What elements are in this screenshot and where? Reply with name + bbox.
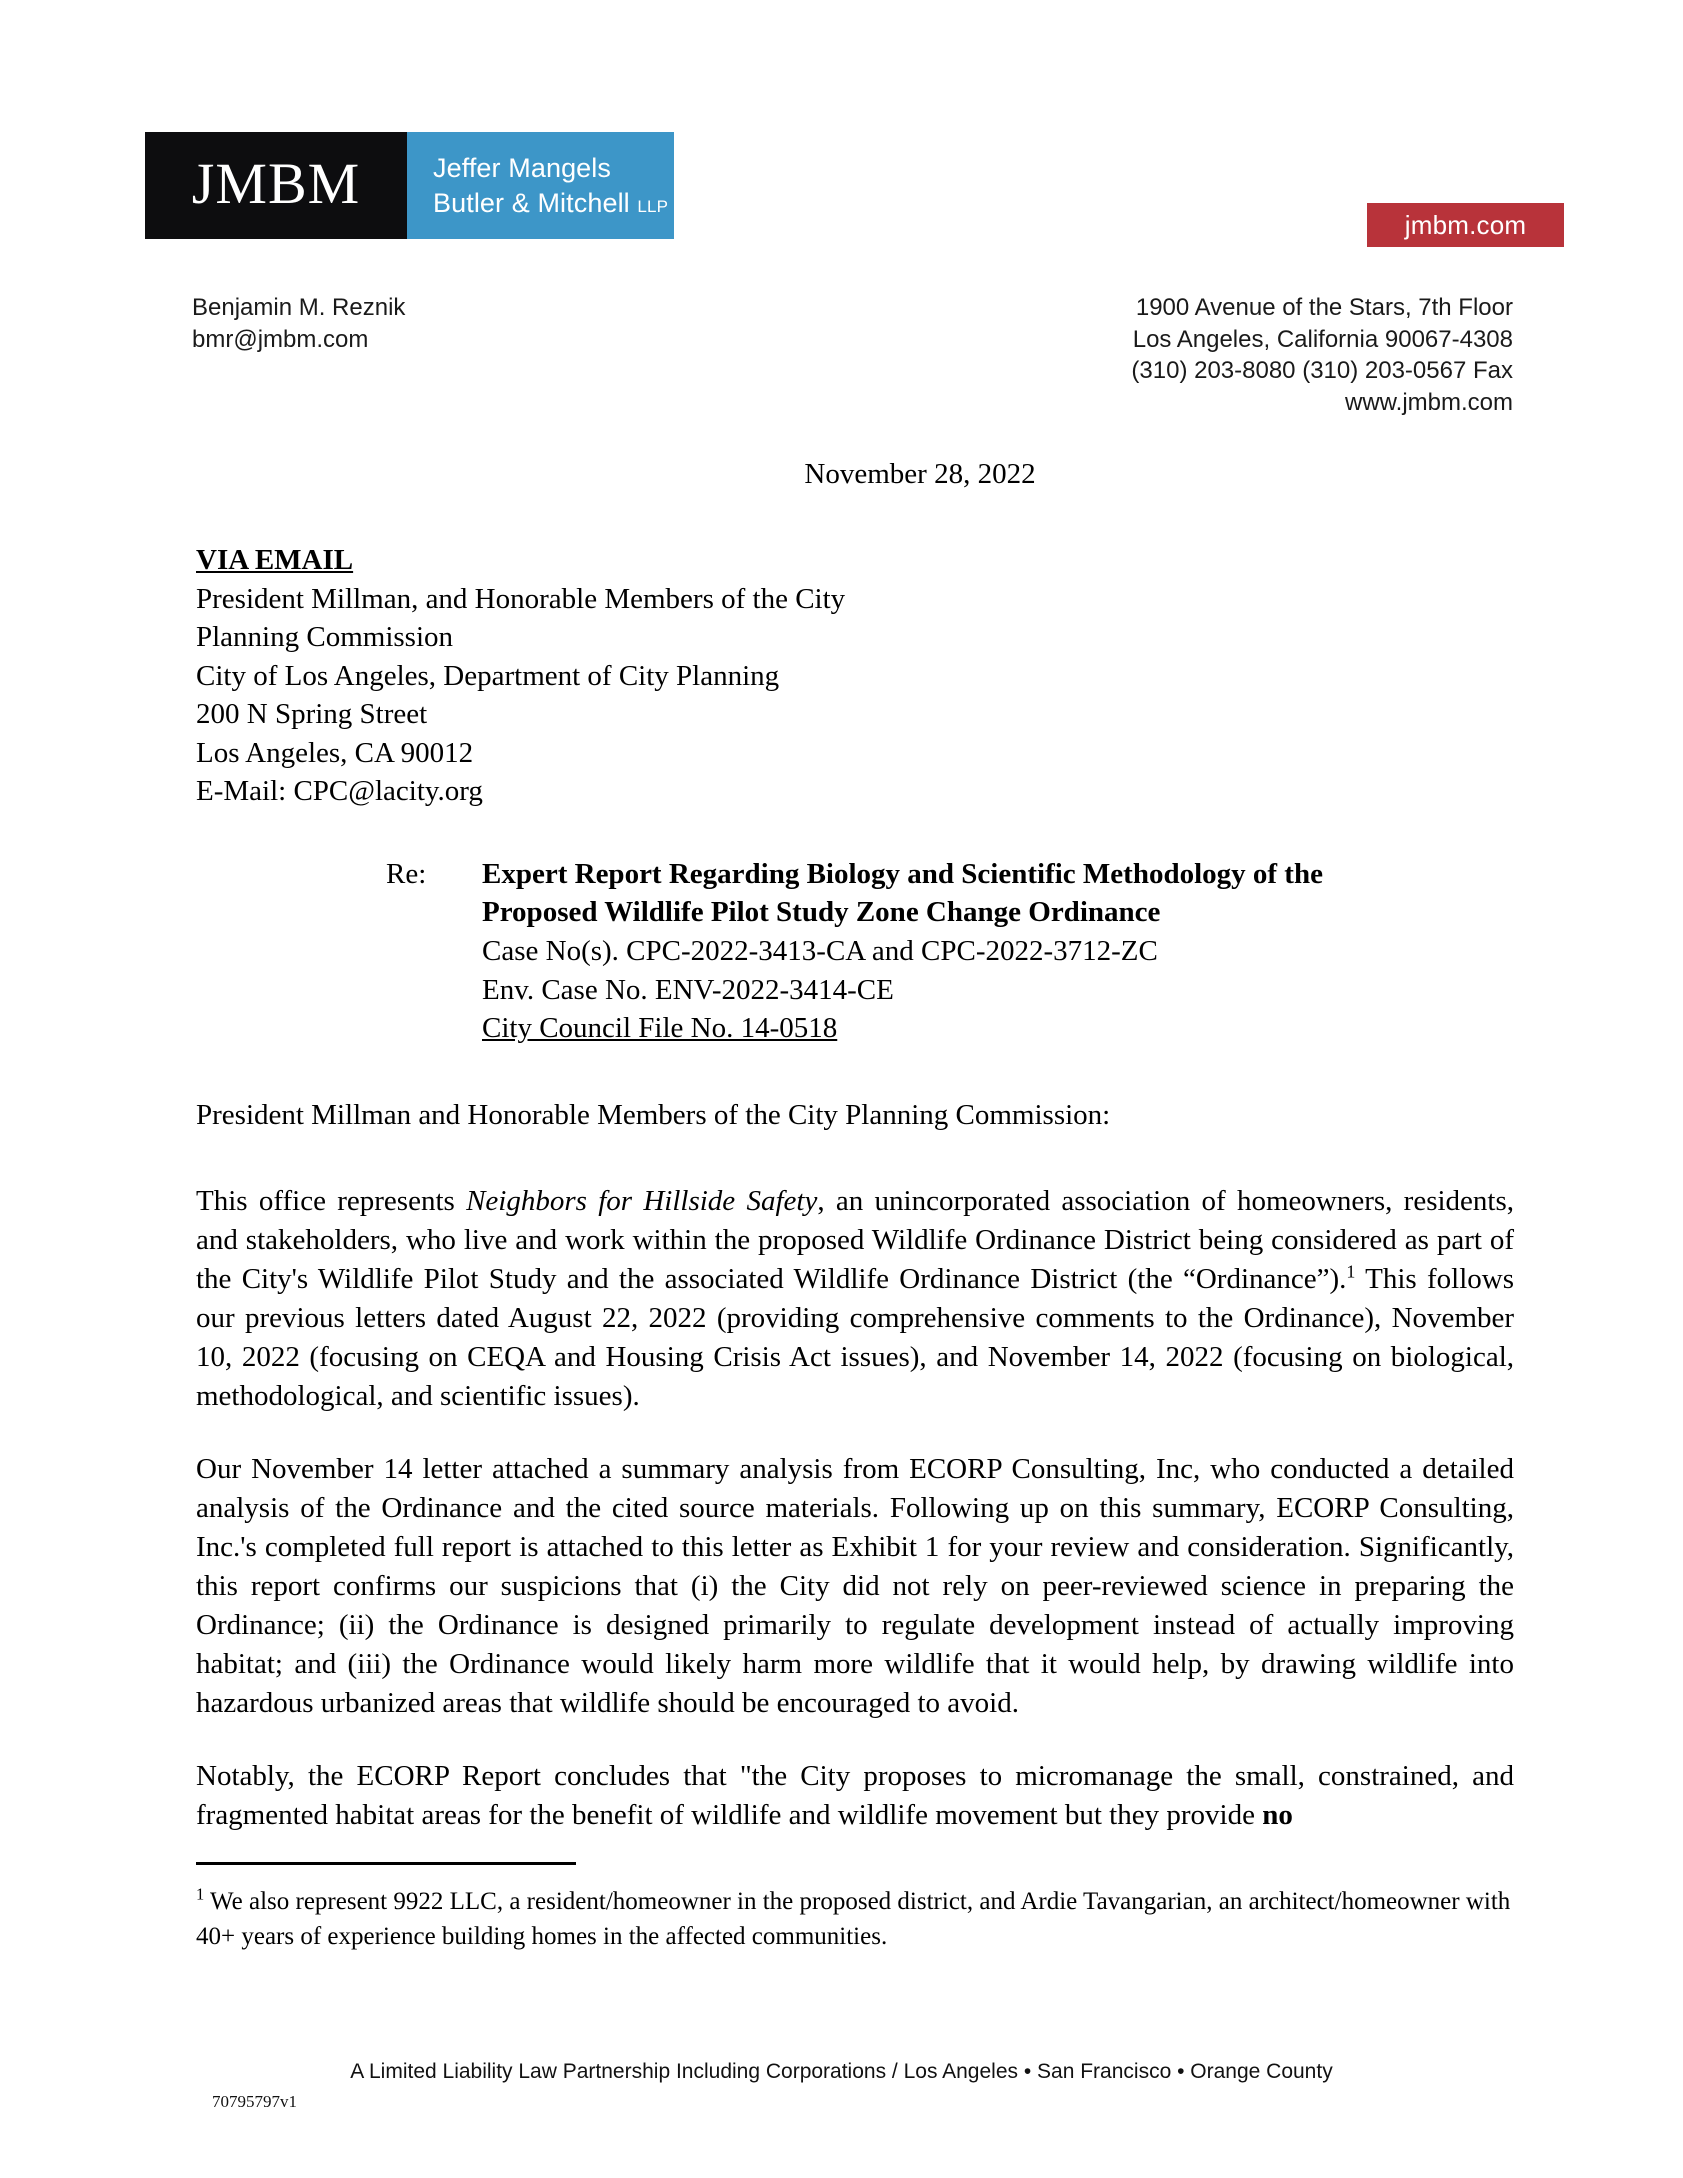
addressee-line-3: City of Los Angeles, Department of City Planning: [196, 659, 780, 692]
re-subject-line-2: Proposed Wildlife Pilot Study Zone Change Ordinance: [482, 896, 1161, 929]
addressee-line-5: Los Angeles, CA 90012: [196, 736, 474, 769]
partnership-disclosure-line: A Limited Liability Law Partnership Including Corporations / Los Angeles • San Francisco • Orange County: [350, 2060, 1333, 2083]
footnote-1: [196, 1885, 1514, 1954]
firm-name-line-1: Jeffer Mangels: [433, 152, 611, 183]
addressee-line-4: 200 N Spring Street: [196, 698, 428, 731]
footnote-section: [196, 1862, 1514, 1954]
re-case-numbers: Case No(s). CPC-2022-3413-CA and CPC-2022-3712-ZC: [482, 935, 1158, 968]
office-address-city: Los Angeles, California 90067-4308: [1132, 325, 1513, 353]
para3-segment-a: Notably, the ECORP Report concludes that "the City proposes to micromanage the small, constrained, and fragmented habitat areas for the benefit of wildlife and wildlife movement but they provide: [196, 1759, 1514, 1831]
sender-name: Benjamin M. Reznik: [192, 294, 406, 321]
re-label: Re:: [386, 857, 427, 890]
re-subject-content: [482, 855, 1514, 1048]
firm-name-line-2-text: Butler & Mitchell: [433, 187, 630, 218]
para1-segment-c: This follows our previous letters dated August 22, 2022 (providing comprehensive comments to the Ordinance), November 10, 2022 (focusing on CEQA and Housing Crisis Act issues), and November 14, 2022 (focusing on biological, methodological, and scientific issues).: [196, 1262, 1514, 1412]
website-badge[interactable]: [1367, 203, 1564, 247]
website-badge-label: jmbm.com: [1404, 209, 1527, 240]
addressee-line-1: President Millman, and Honorable Members of the City: [196, 582, 846, 615]
office-phone-fax: (310) 203-8080 (310) 203-0567 Fax: [1131, 357, 1513, 385]
letter-body: [196, 455, 1514, 1835]
para3-emphasis-no: no: [1262, 1798, 1293, 1831]
page-footer: [0, 2060, 1683, 2084]
office-website[interactable]: www.jmbm.com: [1344, 389, 1513, 417]
addressee-line-6: E-Mail: CPC@lacity.org: [196, 775, 483, 808]
footnote-separator-rule: [196, 1862, 576, 1865]
body-paragraph-3: [196, 1757, 1514, 1835]
letter-date: November 28, 2022: [804, 458, 1036, 490]
firm-letterhead-logo: [145, 132, 674, 239]
letter-salutation: President Millman and Honorable Members of the City Planning Commission:: [196, 1098, 1111, 1131]
addressee-block: [196, 580, 1514, 811]
re-subject-block: [386, 855, 1514, 1048]
re-subject-line-1: Expert Report Regarding Biology and Scientific Methodology of the: [482, 857, 1323, 890]
footnote-1-marker: 1: [196, 1884, 205, 1904]
office-address-street: 1900 Avenue of the Stars, 7th Floor: [1135, 294, 1513, 321]
para1-segment-a: This office represents: [196, 1184, 467, 1217]
delivery-method-label: VIA EMAIL: [196, 544, 354, 577]
body-paragraph-2: Our November 14 letter attached a summary analysis from ECORP Consulting, Inc, who conducted a detailed analysis of the Ordinance and the cited source materials. Following up on this summary, ECORP Consulting, Inc.'s completed full report is attached to this letter as Exhibit 1 for your review and consideration. Significantly, this report confirms our suspicions that (i) the City did not rely on peer-reviewed science in preparing the Ordinance; (ii) the Ordinance is designed primarily to regulate development instead of actually improving habitat; and (iii) the Ordinance would likely harm more wildlife that it would help, by drawing wildlife into hazardous urbanized areas that wildlife should be encouraged to avoid.: [196, 1452, 1514, 1719]
footnote-1-text: We also represent 9922 LLC, a resident/homeowner in the proposed district, and Ardie Tavangarian, an architect/homeowner with 40+ years of experience building homes in the affected communities.: [196, 1888, 1511, 1950]
re-council-file-text: City Council File No. 14-0518: [482, 1012, 838, 1045]
re-env-case-number: Env. Case No. ENV-2022-3414-CE: [482, 973, 894, 1006]
firm-abbreviation-block: [145, 132, 407, 239]
re-council-file-number: [482, 1009, 1514, 1048]
firm-name-block: [407, 132, 674, 239]
firm-abbreviation-text: JMBM: [191, 150, 361, 216]
firm-entity-suffix: LLP: [637, 196, 669, 216]
sender-contact-block: [192, 292, 405, 355]
sender-email[interactable]: bmr@jmbm.com: [192, 325, 369, 353]
body-paragraph-1: [196, 1182, 1514, 1416]
firm-name-line-2: [433, 186, 674, 221]
document-version-id: 70795797v1: [212, 2092, 297, 2111]
client-name-italic: Neighbors for Hillside Safety: [466, 1184, 818, 1217]
footnote-reference-marker[interactable]: 1: [1346, 1261, 1356, 1282]
office-address-block: [1131, 292, 1513, 419]
addressee-line-2: Planning Commission: [196, 621, 454, 654]
para1-segment-b: , an unincorporated association of homeowners, residents, and stakeholders, who live and work within the proposed Wildlife Ordinance District being considered as part of the City's Wildlife Pilot Study and the associated Wildlife Ordinance District (the “Ordinance”).: [196, 1184, 1515, 1295]
